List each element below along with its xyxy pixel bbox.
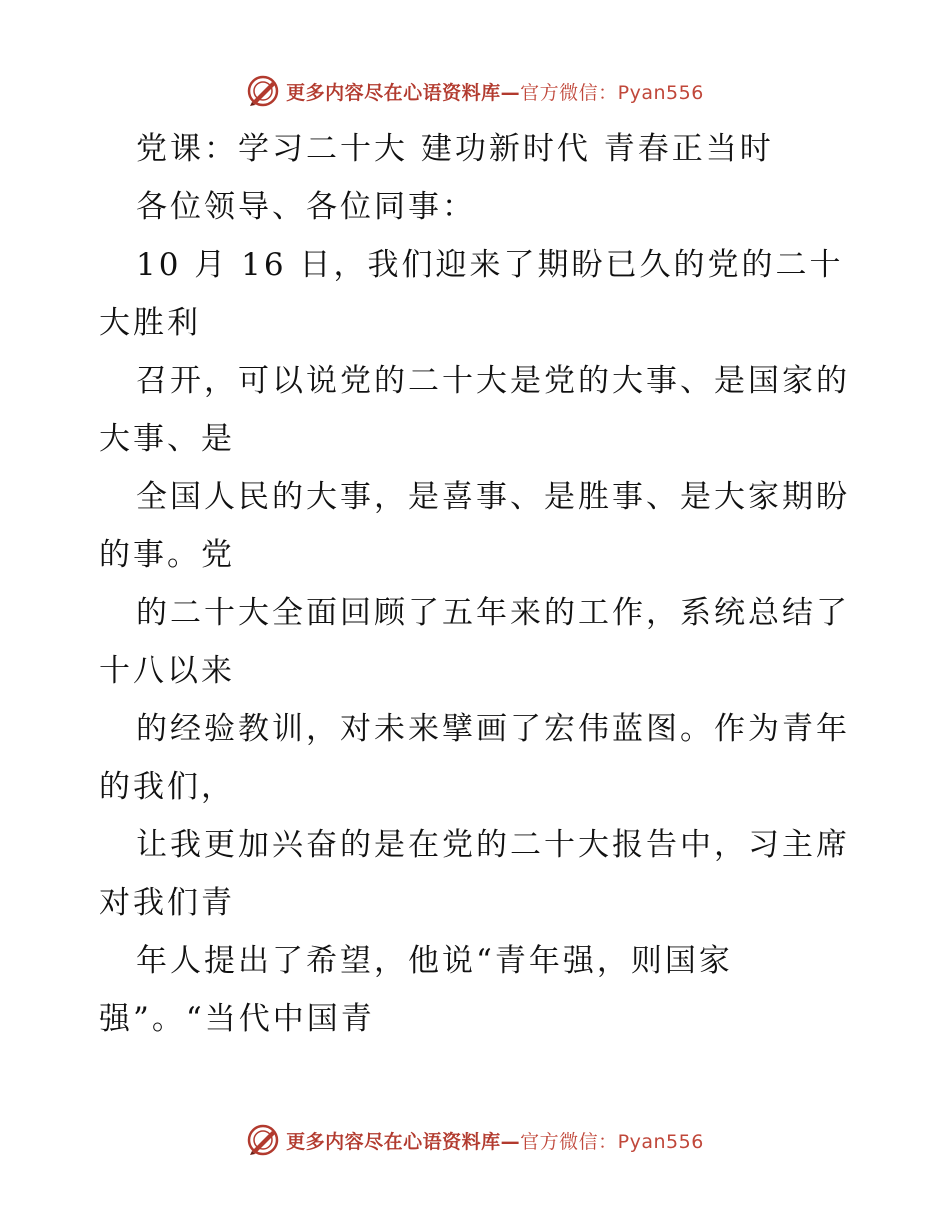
paragraph-line: 的经验教训，对未来擘画了宏伟蓝图。作为青年	[136, 711, 850, 747]
paragraph-line: 的我们，	[99, 769, 235, 805]
footer-banner-text: 更多内容尽在心语资料库—官方微信：Pyan556	[286, 1130, 704, 1153]
footer-watermark-banner	[0, 1120, 950, 1160]
paragraph-line: 十八以来	[99, 653, 235, 689]
pen-logo-icon	[246, 1123, 280, 1157]
paragraph-line: 年人提出了希望，他说“青年强，则国家	[136, 943, 733, 979]
header-watermark-banner	[0, 71, 950, 111]
paragraph-line: 大事、是	[99, 421, 235, 457]
paragraph-line: 让我更加兴奋的是在党的二十大报告中，习主席	[136, 827, 850, 863]
paragraph-line: 10 月 16 日，我们迎来了期盼已久的党的二十	[136, 247, 844, 283]
paragraph-line: 对我们青	[99, 885, 235, 921]
document-title: 党课：学习二十大 建功新时代 青春正当时	[136, 131, 774, 167]
paragraph-line: 的事。党	[99, 537, 235, 573]
paragraph-line: 召开，可以说党的二十大是党的大事、是国家的	[136, 363, 850, 399]
salutation: 各位领导、各位同事：	[136, 189, 476, 225]
paragraph-line: 强”。“当代中国青	[99, 1001, 375, 1037]
paragraph-line: 大胜利	[99, 305, 201, 341]
header-banner-text: 更多内容尽在心语资料库—官方微信：Pyan556	[286, 81, 704, 104]
paragraph-line: 的二十大全面回顾了五年来的工作，系统总结了	[136, 595, 850, 631]
paragraph-line: 全国人民的大事，是喜事、是胜事、是大家期盼	[136, 479, 850, 515]
pen-logo-icon	[246, 74, 280, 108]
